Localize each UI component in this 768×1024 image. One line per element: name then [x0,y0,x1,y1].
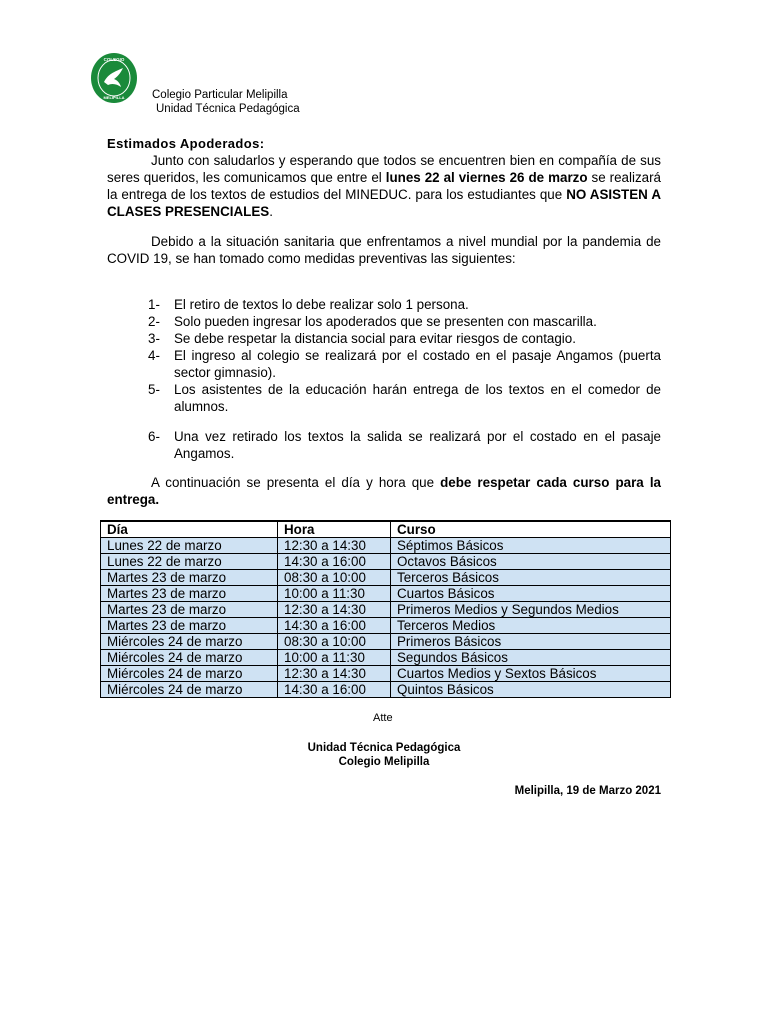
cell-time: 14:30 a 16:00 [278,682,391,698]
cell-time: 10:00 a 11:30 [278,586,391,602]
table-row [101,586,671,602]
cell-course: Terceros Básicos [391,570,671,586]
list-item [148,313,661,330]
logo-top-text: COLEGIO [103,57,125,62]
intro-dates: lunes 22 al viernes 26 de marzo [385,170,588,185]
cell-day: Miércoles 24 de marzo [101,634,278,650]
measures-list [148,296,661,415]
list-item-text: Se debe respetar la distancia social para evitar riesgos de contagio. [174,331,576,346]
intro-audience: NO ASISTEN A CLASES PRESENCIALES [107,187,661,219]
greeting: Estimados Apoderados: [107,136,265,151]
table-row [101,666,671,682]
cell-course: Cuartos Básicos [391,586,671,602]
cell-time: 14:30 a 16:00 [278,554,391,570]
cell-day: Martes 23 de marzo [101,602,278,618]
list-item [148,347,661,381]
cell-day: Martes 23 de marzo [101,570,278,586]
cell-course: Segundos Básicos [391,650,671,666]
school-logo [90,52,138,104]
letter-date: Melipilla, 19 de Marzo 2021 [514,785,661,797]
cell-course: Séptimos Básicos [391,538,671,554]
cell-time: 08:30 a 10:00 [278,570,391,586]
intro-text-1: Junto con saludarlos y esperando que todos se encuentren bien en compañía de sus seres queridos, les comunicamos que entre el [107,153,661,185]
intro-text-3: . [269,204,273,219]
table-row [101,634,671,650]
cell-time: 12:30 a 14:30 [278,538,391,554]
intro-text-2: se realizará la entrega de los textos de estudios del MINEDUC. para los estudiantes que [107,170,661,202]
measures-intro-paragraph: Debido a la situación sanitaria que enfrentamos a nivel mundial por la pandemia de COVID 19, se han tomado como medidas preventivas las siguientes: [107,234,661,266]
list-item [148,296,661,313]
school-name: Colegio Particular Melipilla [152,89,288,101]
measures-list-continued [148,428,661,462]
list-item-number: 4- [148,348,160,363]
column-header-time: Hora [278,521,391,538]
cell-day: Martes 23 de marzo [101,618,278,634]
schedule-table [100,520,671,698]
list-item-number: 6- [148,429,160,444]
cell-course: Quintos Básicos [391,682,671,698]
list-item [148,381,661,415]
signature-unit: Unidad Técnica Pedagógica [307,742,461,754]
cell-day: Miércoles 24 de marzo [101,666,278,682]
cell-time: 10:00 a 11:30 [278,650,391,666]
cell-course: Octavos Básicos [391,554,671,570]
school-unit: Unidad Técnica Pedagógica [156,103,300,115]
table-row [101,570,671,586]
table-row [101,682,671,698]
closing-atte: Atte [373,712,393,724]
cell-day: Martes 23 de marzo [101,586,278,602]
column-header-course: Curso [391,521,671,538]
table-row [101,538,671,554]
list-item [148,428,661,462]
table-row [101,554,671,570]
cell-course: Primeros Básicos [391,634,671,650]
schedule-intro-paragraph [107,474,661,508]
table-row [101,602,671,618]
list-item-number: 5- [148,382,160,397]
cell-day: Lunes 22 de marzo [101,554,278,570]
table-row [101,618,671,634]
cell-course: Terceros Medios [391,618,671,634]
signature-school: Colegio Melipilla [338,756,430,768]
cell-day: Lunes 22 de marzo [101,538,278,554]
cell-time: 12:30 a 14:30 [278,602,391,618]
cell-day: Miércoles 24 de marzo [101,650,278,666]
intro-paragraph [107,152,661,220]
cell-time: 12:30 a 14:30 [278,666,391,682]
list-item-number: 1- [148,297,160,312]
schedule-intro-emphasis: debe respetar cada curso para la entrega. [107,475,661,507]
cell-time: 08:30 a 10:00 [278,634,391,650]
list-item-text: El ingreso al colegio se realizará por el costado en el pasaje Angamos (puerta sector gimnasio). [174,348,661,380]
list-item-number: 2- [148,314,160,329]
list-item-text: Una vez retirado los textos la salida se realizará por el costado en el pasaje Angamos. [174,429,661,461]
logo-bottom-text: MELIPILLA [103,95,125,100]
table-row [101,650,671,666]
column-header-day: Día [101,521,278,538]
list-item-text: El retiro de textos lo debe realizar solo 1 persona. [174,297,469,312]
cell-course: Cuartos Medios y Sextos Básicos [391,666,671,682]
cell-course: Primeros Medios y Segundos Medios [391,602,671,618]
cell-time: 14:30 a 16:00 [278,618,391,634]
list-item-text: Solo pueden ingresar los apoderados que se presenten con mascarilla. [174,314,597,329]
list-item-text: Los asistentes de la educación harán entrega de los textos en el comedor de alumnos. [174,382,661,414]
schedule-intro-text: A continuación se presenta el día y hora que [151,475,441,490]
table-header-row [101,521,671,538]
list-item-number: 3- [148,331,160,346]
list-item [148,330,661,347]
cell-day: Miércoles 24 de marzo [101,682,278,698]
